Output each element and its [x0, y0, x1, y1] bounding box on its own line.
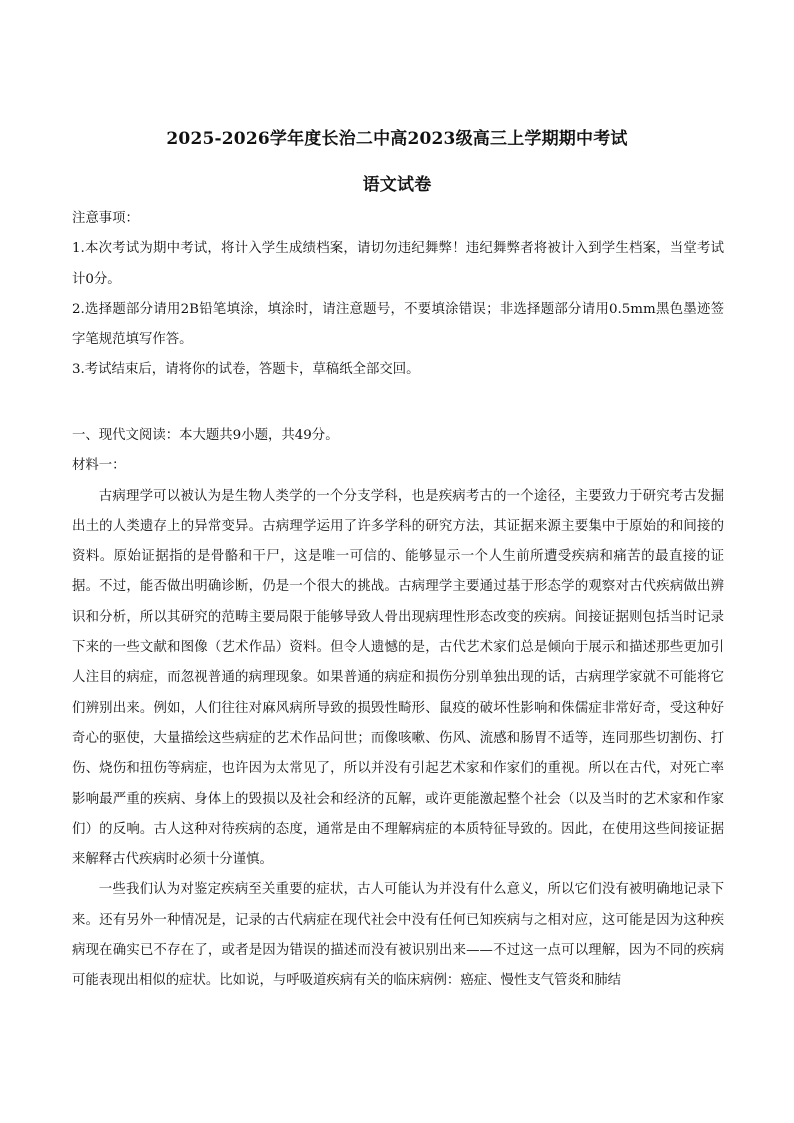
- note-item-2: 2.选择题部分请用2B铅笔填涂，填涂时，请注意题号，不要填涂错误；非选择题部分请用0.5mm黑色墨迹签字笔规范填写作答。: [72, 301, 724, 348]
- notes-section: [72, 204, 724, 386]
- paragraph-2: 一些我们认为对鉴定疾病至关重要的症状，古人可能认为并没有什么意义，所以它们没有被明确地记录下来。还有另外一种情况是，记录的古代病症在现代社会中没有任何已知疾病与之相对应，这可能是因为这种疾病现在确实已不存在了，或者是因为错误的描述而没有被识别出来——不过这一点可以理解，因为不同的疾病可能表现出相似的症状。比如说，与呼吸道疾病有关的临床病例：癌症、慢性支气管炎和肺结: [72, 882, 724, 989]
- note-item-1: 1.本次考试为期中考试，将计入学生成绩档案，请切勿违纪舞弊！违纪舞弊者将被计入到学生档案，当堂考试计0分。: [72, 241, 724, 287]
- exam-title: 2025-2026学年度长治二中高2023级高三上学期期中考试: [166, 129, 628, 149]
- material-label: 材料一：: [72, 458, 126, 474]
- reading-section: [72, 421, 724, 997]
- notes-heading: 注意事项：: [72, 211, 139, 226]
- section-heading: 一、现代文阅读：本大题共9小题，共49分。: [72, 428, 339, 443]
- note-item-3: 3.考试结束后，请将你的试卷，答题卡，草稿纸全部交回。: [72, 362, 420, 378]
- paragraph-1: 古病理学可以被认为是生物人类学的一个分支学科，也是疾病考古的一个途径，主要致力于研究考古发掘出土的人类遗存上的异常变异。古病理学运用了许多学科的研究方法，其证据来源主要集中于原始的和间接的资料。原始证据指的是骨骼和干尸，这是唯一可信的、能够显示一个人生前所遭受疾病和痛苦的最直接的证据。不过，能否做出明确诊断，仍是一个很大的挑战。古病理学主要通过基于形态学的观察对古代疾病做出辨识和分析，所以其研究的范畴主要局限于能够导致人骨出现病理性形态改变的疾病。间接证据则包括当时记录下来的一些文献和图像（艺术作品）资料。但令人遗憾的是，古代艺术家们总是倾向于展示和描述那些更加引人注目的病症，而忽视普通的病理现象。如果普通的病症和损伤分别单独出现的话，古病理学家就不可能将它们辨别出来。例如，人们往往对麻风病所导致的损毁性畸形、鼠疫的破坏性影响和侏儒症非常好奇，受这种好奇心的驱使，大量描绘这些病症的艺术作品问世；而像咳嗽、伤风、流感和肠胃不适等，连同那些切割伤、打伤、烧伤和扭伤等病症，也许因为太常见了，所以并没有引起艺术家和作家们的重视。所以在古代，对死亡率影响最严重的疾病、身体上的毁损以及社会和经济的瓦解，或许更能激起整个社会（以及当时的艺术家和作家们）的反响。古人这种对待疾病的态度，通常是由不理解病症的本质特征导致的。因此，在使用这些间接证据来解释古代疾病时必须十分谨慎。: [72, 488, 724, 868]
- exam-subtitle: 语文试卷: [362, 175, 432, 195]
